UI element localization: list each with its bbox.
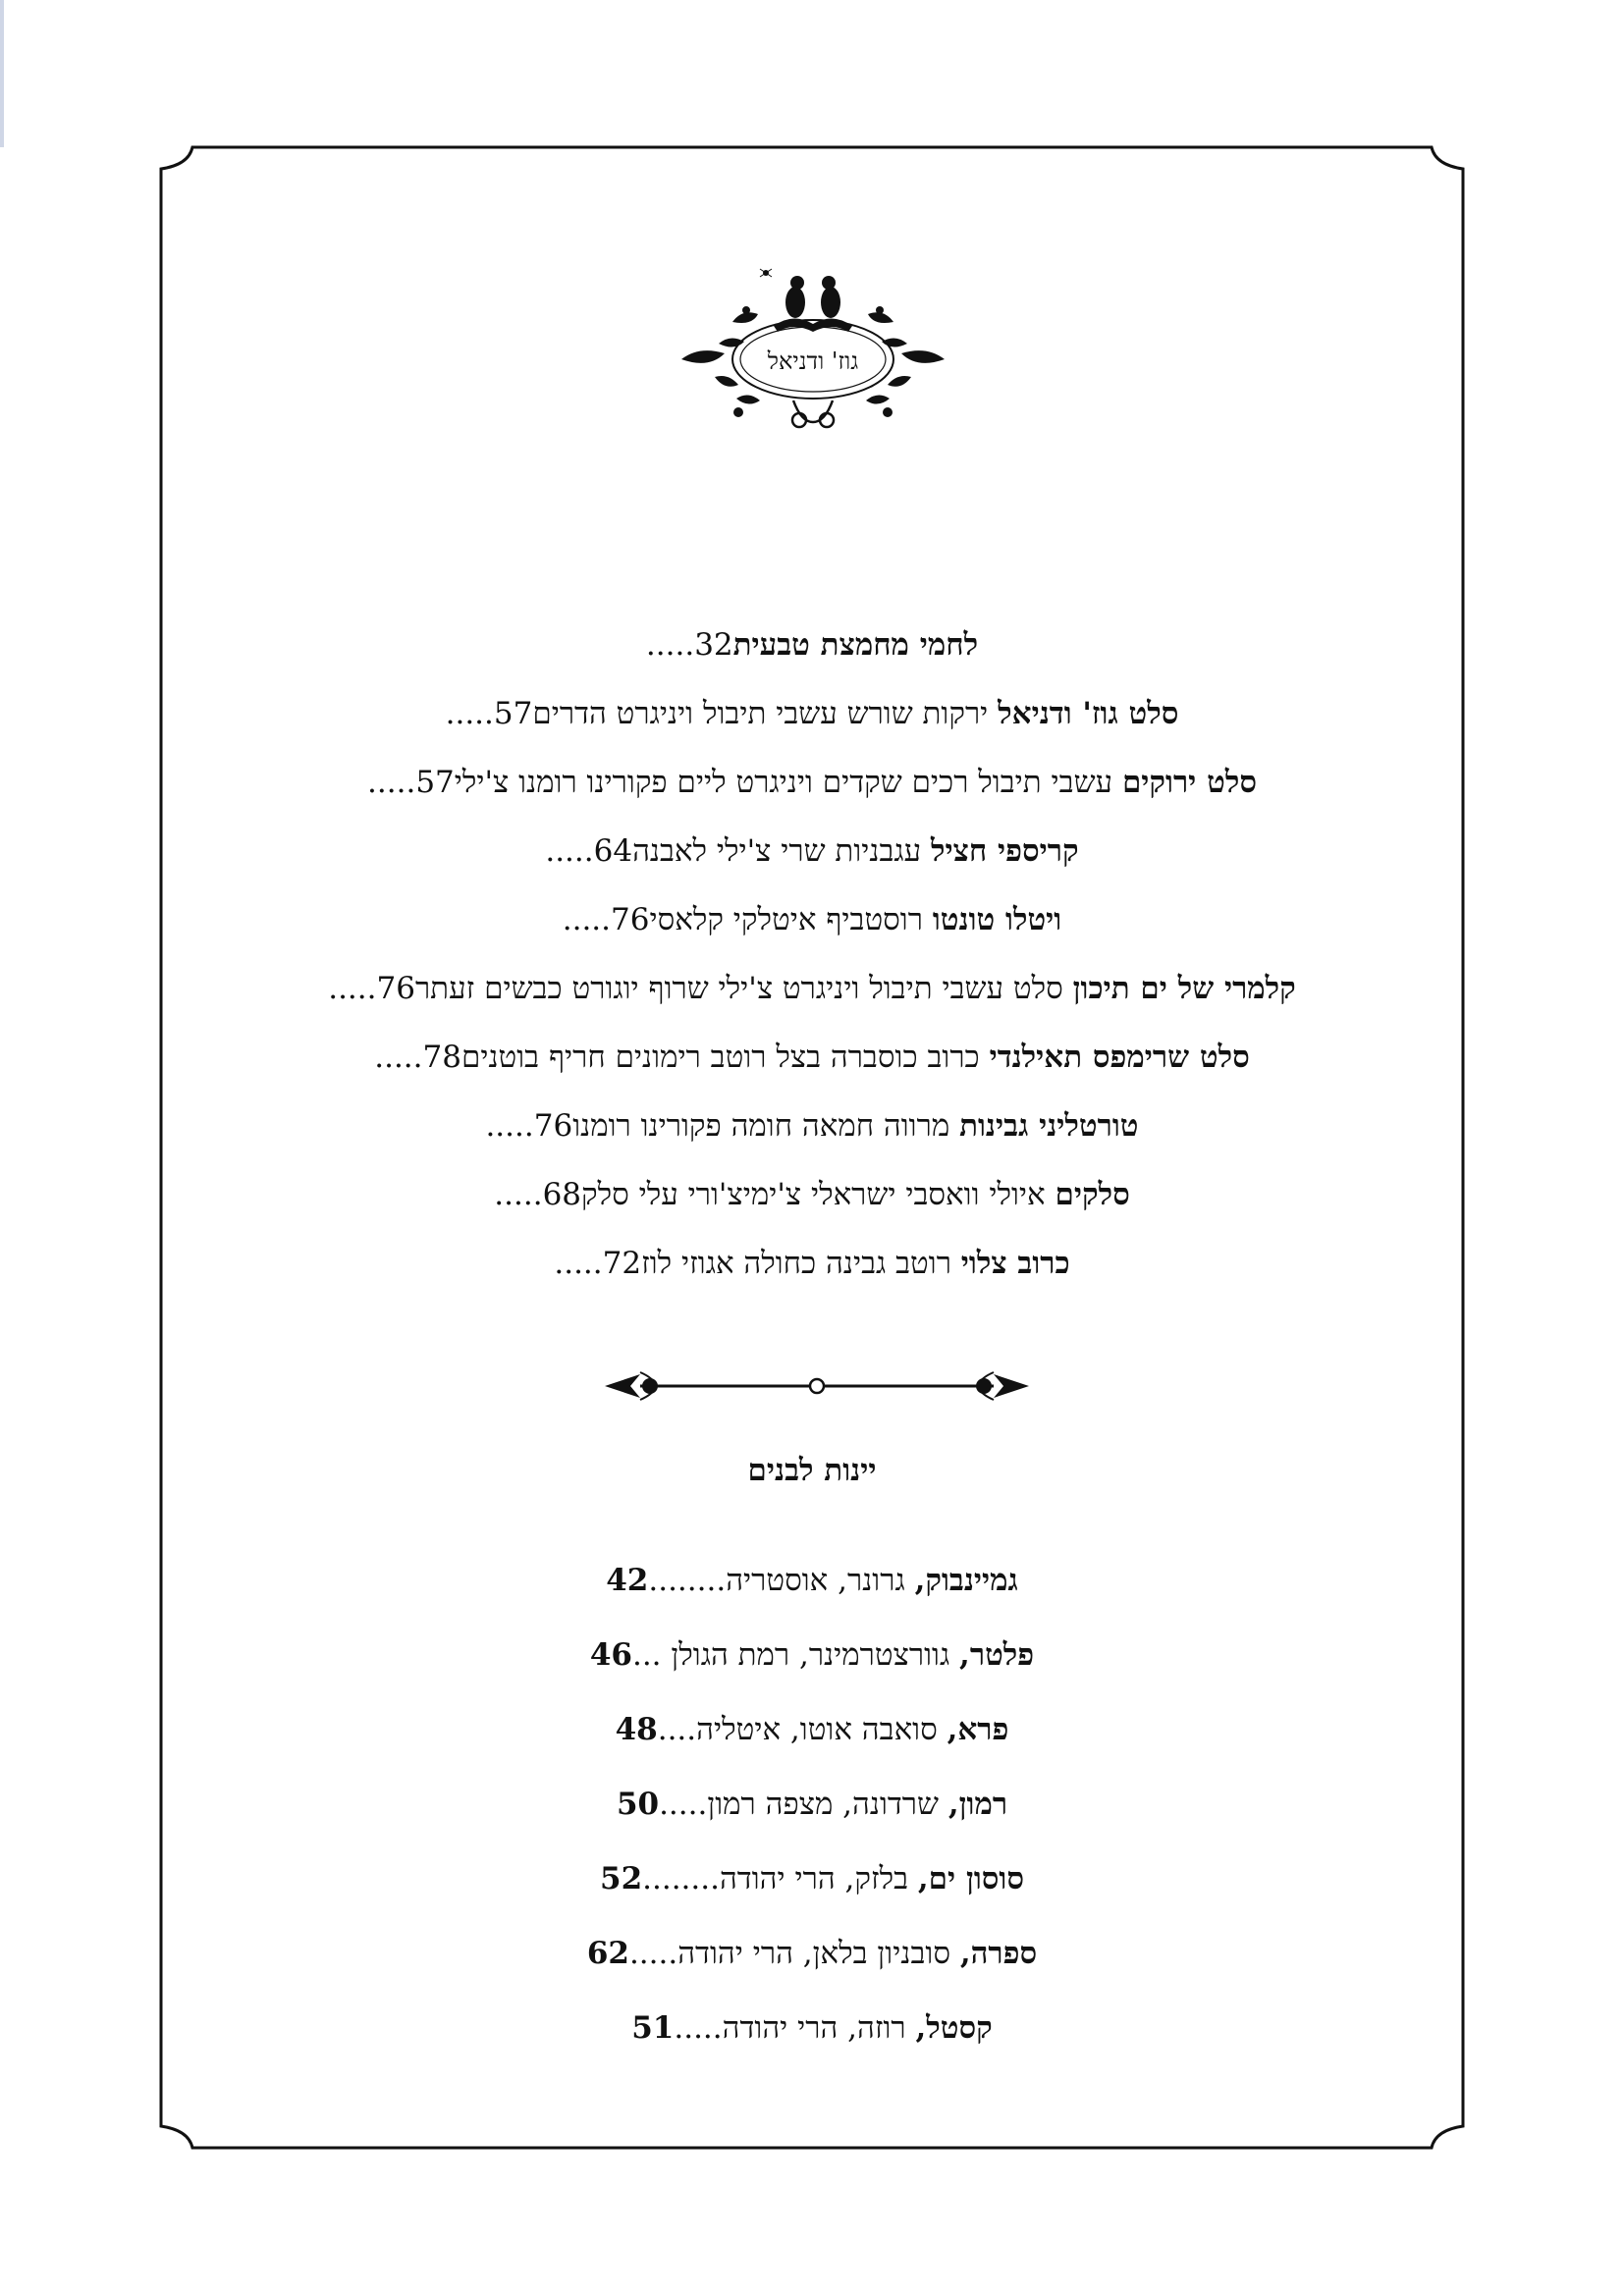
- menu-item: סלט ירוקים עשבי תיבול רכים שקדים ויניגרט ליים פקורינו רומנו צ'ילי57.....: [367, 765, 1257, 800]
- wine-item: פלטר, גוורצטרמינר, רמת הגולן ...46: [589, 1637, 1035, 1673]
- wine-item: גמיינבוק, גרונר, אוסטריה........42: [606, 1563, 1018, 1598]
- wine-list: [196, 1543, 1428, 2065]
- menu-item: סלט שרימפס תאילנדי כרוב כוסברה בצל רוטב רימונים חריף בוטנים78.....: [374, 1040, 1250, 1075]
- wine-item: ספרה, סובניון בלאן, הרי יהודה.....62: [586, 1936, 1038, 1971]
- wine-item: רמון, שרדונה, מצפה רמון.....50: [616, 1787, 1008, 1822]
- wine-item: סוסון ים, בלזק, הרי יהודה........52: [600, 1861, 1024, 1896]
- menu-item: ויטלו טונטו רוסטביף איטלקי קלאסי76.....: [562, 902, 1062, 937]
- logo-text: גוז' ודניאל: [767, 347, 859, 375]
- menu-item: סלט גוז' ודניאל ירקות שורש עשבי תיבול ויניגרט הדרים57.....: [445, 696, 1179, 731]
- ornament-divider: [601, 1366, 1033, 1406]
- menu-item: לחמי מחמצת טבעית32.....: [645, 627, 979, 663]
- menu-item: טורטליני גבינות מרווה חמאה חומה פקורינו רומנו76.....: [485, 1108, 1139, 1144]
- menu-item: קלמרי של ים תיכון סלט עשבי תיבול ויניגרט צ'ילי שרוף יוגורט כבשים זעתר76.....: [328, 971, 1296, 1006]
- restaurant-logo: [676, 253, 950, 440]
- wine-item: קסטל, רוזה, הרי יהודה.....51: [631, 2010, 993, 2046]
- menu-item: קריספי חציל עגבניות שרי צ'ילי לאבנה64.....: [545, 833, 1079, 869]
- menu-item: סלקים איולי וואסבי ישראלי צ'ימיצ'ורי עלי סלק68.....: [494, 1177, 1130, 1212]
- menu-list: [196, 611, 1428, 1298]
- wines-section-title: יינות לבנים: [747, 1453, 877, 1488]
- wine-item: פרא, סואבה אוטו, איטליה....48: [615, 1712, 1009, 1747]
- menu-item: כרוב צלוי רוטב גבינה כחולה אגוזי לוז72.....: [554, 1246, 1070, 1281]
